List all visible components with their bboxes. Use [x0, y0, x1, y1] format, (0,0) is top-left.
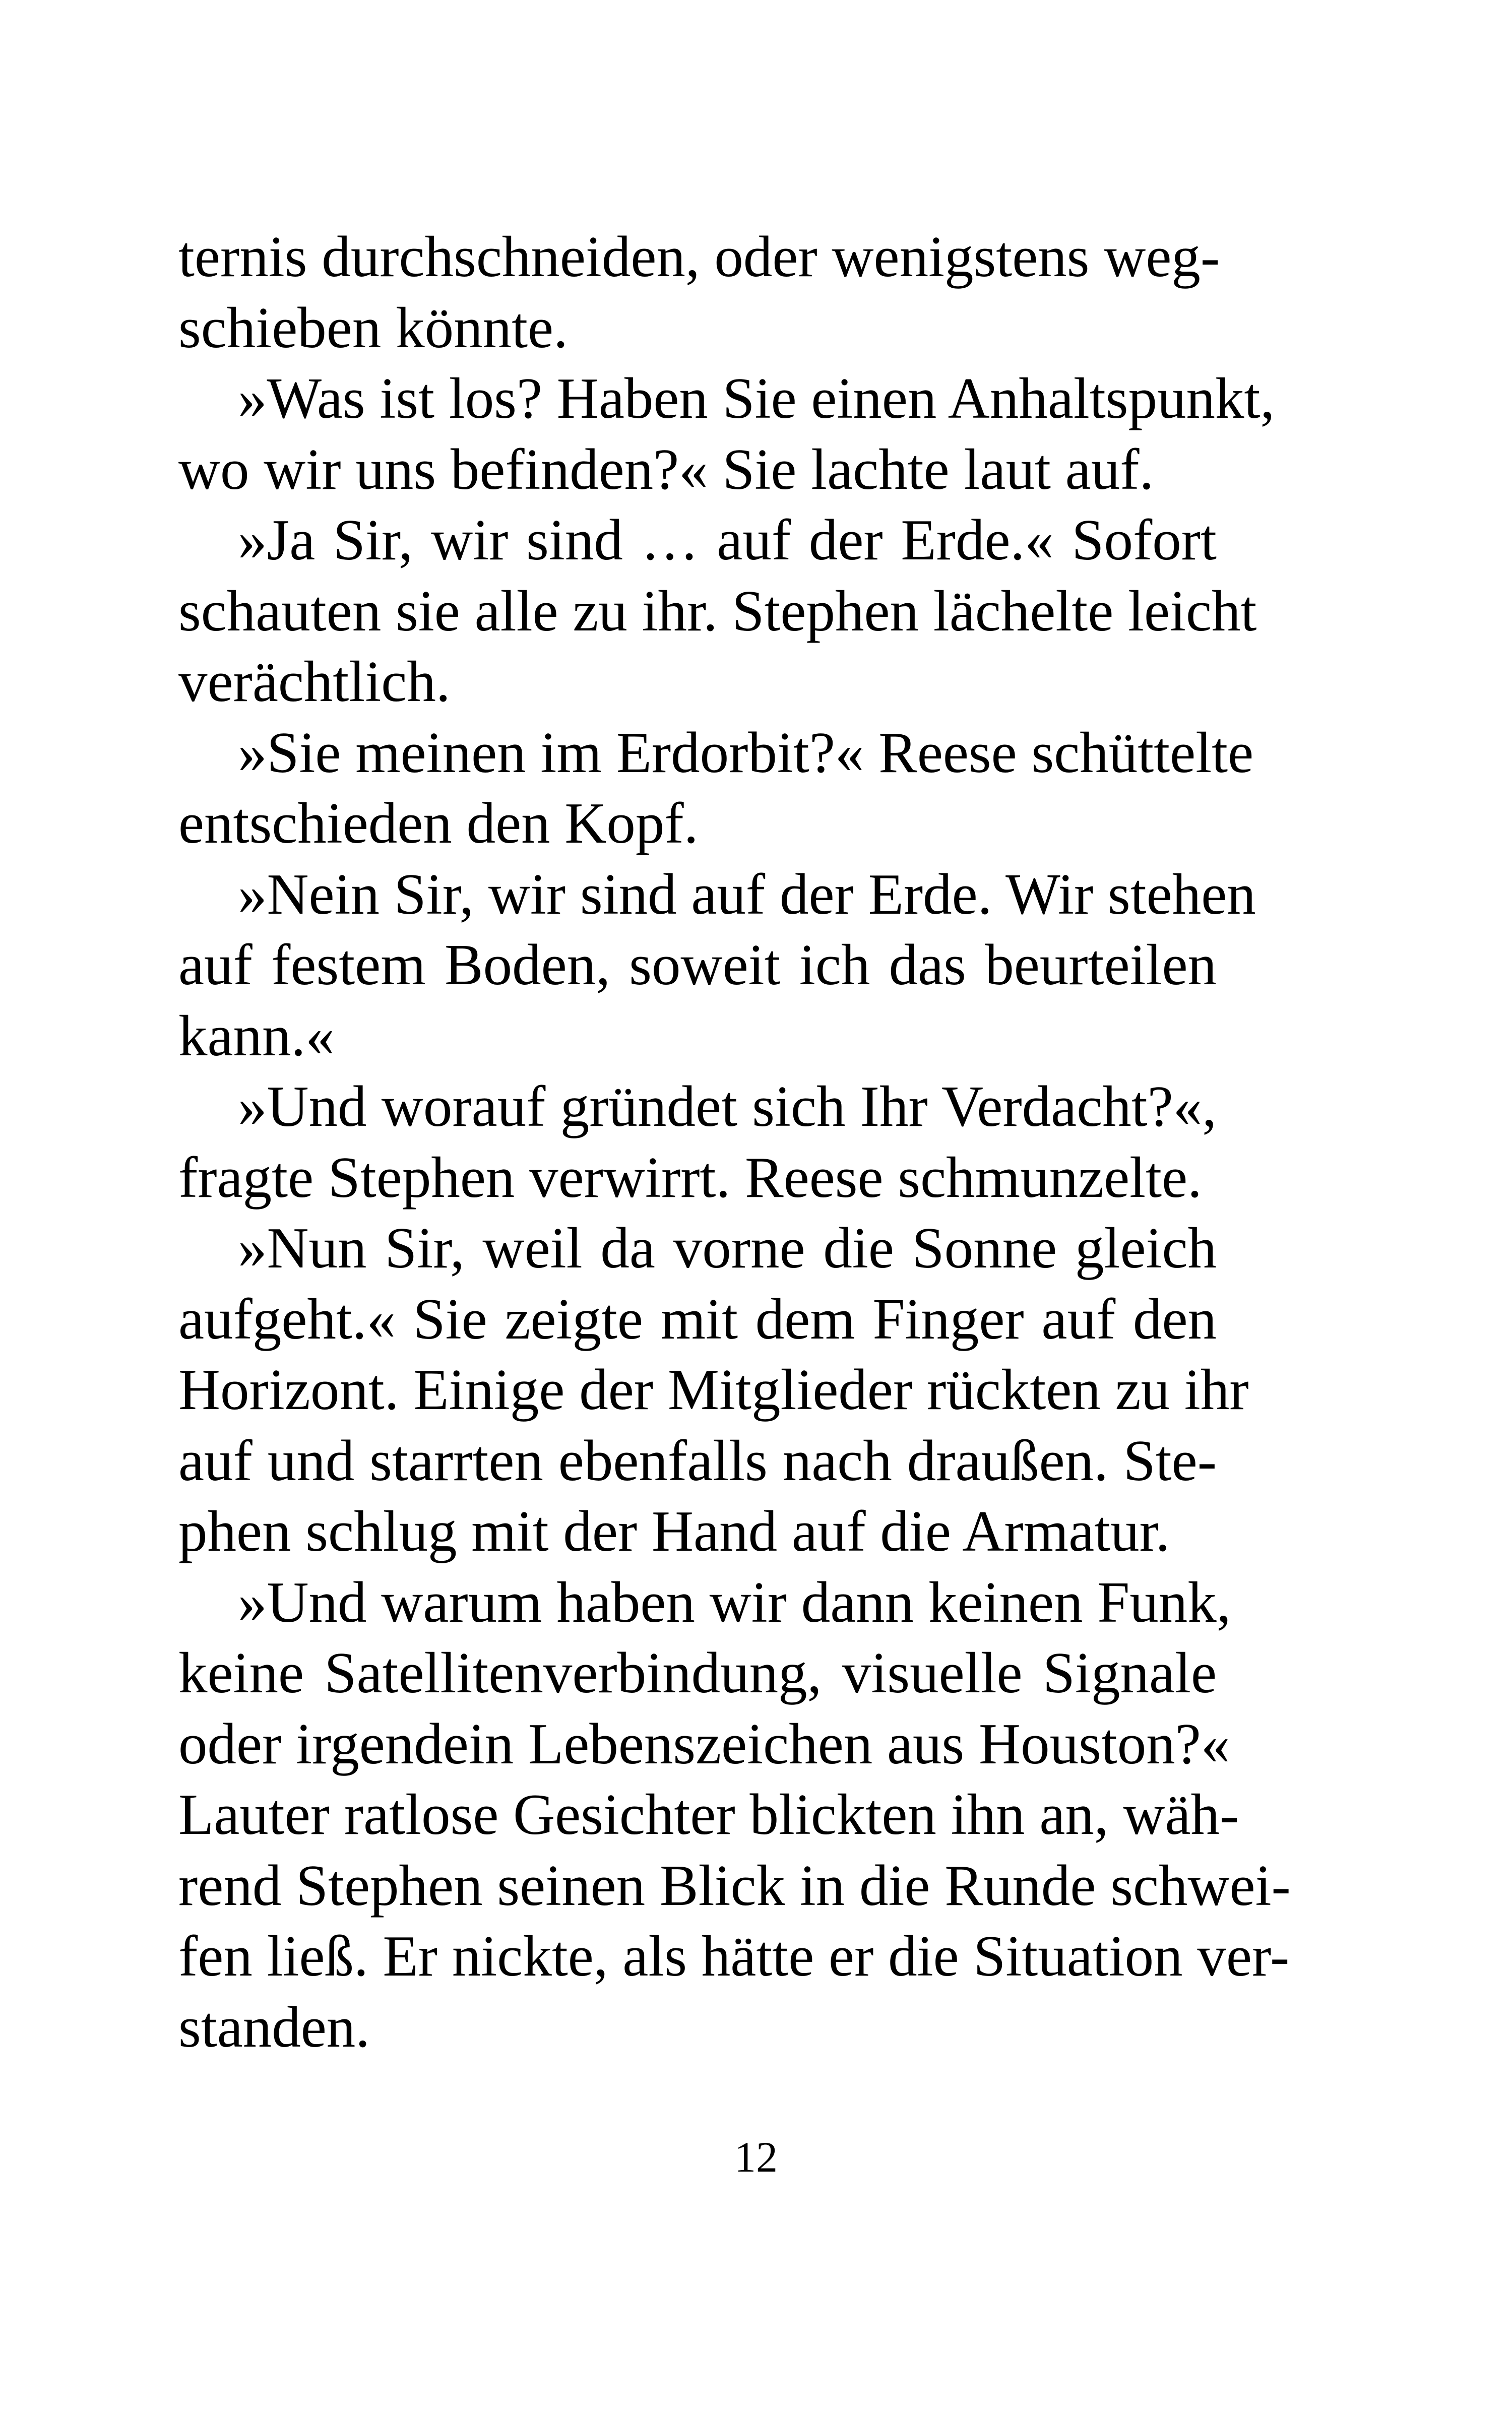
text-line: standen. [178, 1995, 370, 2059]
text-line: Horizont. Einige der Mitglieder rückten zu ihr [178, 1358, 1249, 1422]
text-line: »Was ist los? Haben Sie einen Anhaltspunkt, [238, 366, 1275, 430]
text-line: verächtlich. [178, 650, 451, 714]
text-line: »Und warum haben wir dann keinen Funk, [238, 1570, 1231, 1634]
text-line: schauten sie alle zu ihr. Stephen lächelte leicht [178, 579, 1257, 643]
page-number: 12 [734, 2133, 778, 2181]
text-line: auf und starrten ebenfalls nach draußen. Ste- [178, 1428, 1217, 1493]
text-line: »Nein Sir, wir sind auf der Erde. Wir stehen [238, 862, 1256, 926]
body-text [178, 222, 1291, 2063]
text-line: kann.« [178, 1003, 335, 1068]
text-line: »Ja Sir, wir sind … auf der Erde.« Sofort [238, 508, 1217, 572]
text-line: »Sie meinen im Erdorbit?« Reese schüttelte [238, 720, 1254, 785]
text-line: fen ließ. Er nickte, als hätte er die Situation ver- [178, 1924, 1290, 1988]
text-line: wo wir uns befinden?« Sie lachte laut auf. [178, 437, 1154, 501]
text-line: fragte Stephen verwirrt. Reese schmunzelte. [178, 1145, 1202, 1210]
text-line: schieben könnte. [178, 295, 568, 360]
text-line: »Nun Sir, weil da vorne die Sonne gleich [238, 1216, 1217, 1280]
text-line: auf festem Boden, soweit ich das beurteilen [178, 933, 1217, 997]
text-line: entschieden den Kopf. [178, 791, 699, 855]
text-line: ternis durchschneiden, oder wenigstens weg- [178, 225, 1220, 289]
text-line: »Und worauf gründet sich Ihr Verdacht?«, [238, 1074, 1217, 1138]
text-line: keine Satellitenverbindung, visuelle Signale [178, 1641, 1217, 1705]
text-line: phen schlug mit der Hand auf die Armatur. [178, 1499, 1170, 1563]
text-line: oder irgendein Lebenszeichen aus Houston?« [178, 1711, 1230, 1776]
text-line: aufgeht.« Sie zeigte mit dem Finger auf den [178, 1287, 1217, 1351]
text-line: rend Stephen seinen Blick in die Runde schwei- [178, 1853, 1291, 1918]
text-line: Lauter ratlose Gesichter blickten ihn an, wäh- [178, 1783, 1239, 1847]
